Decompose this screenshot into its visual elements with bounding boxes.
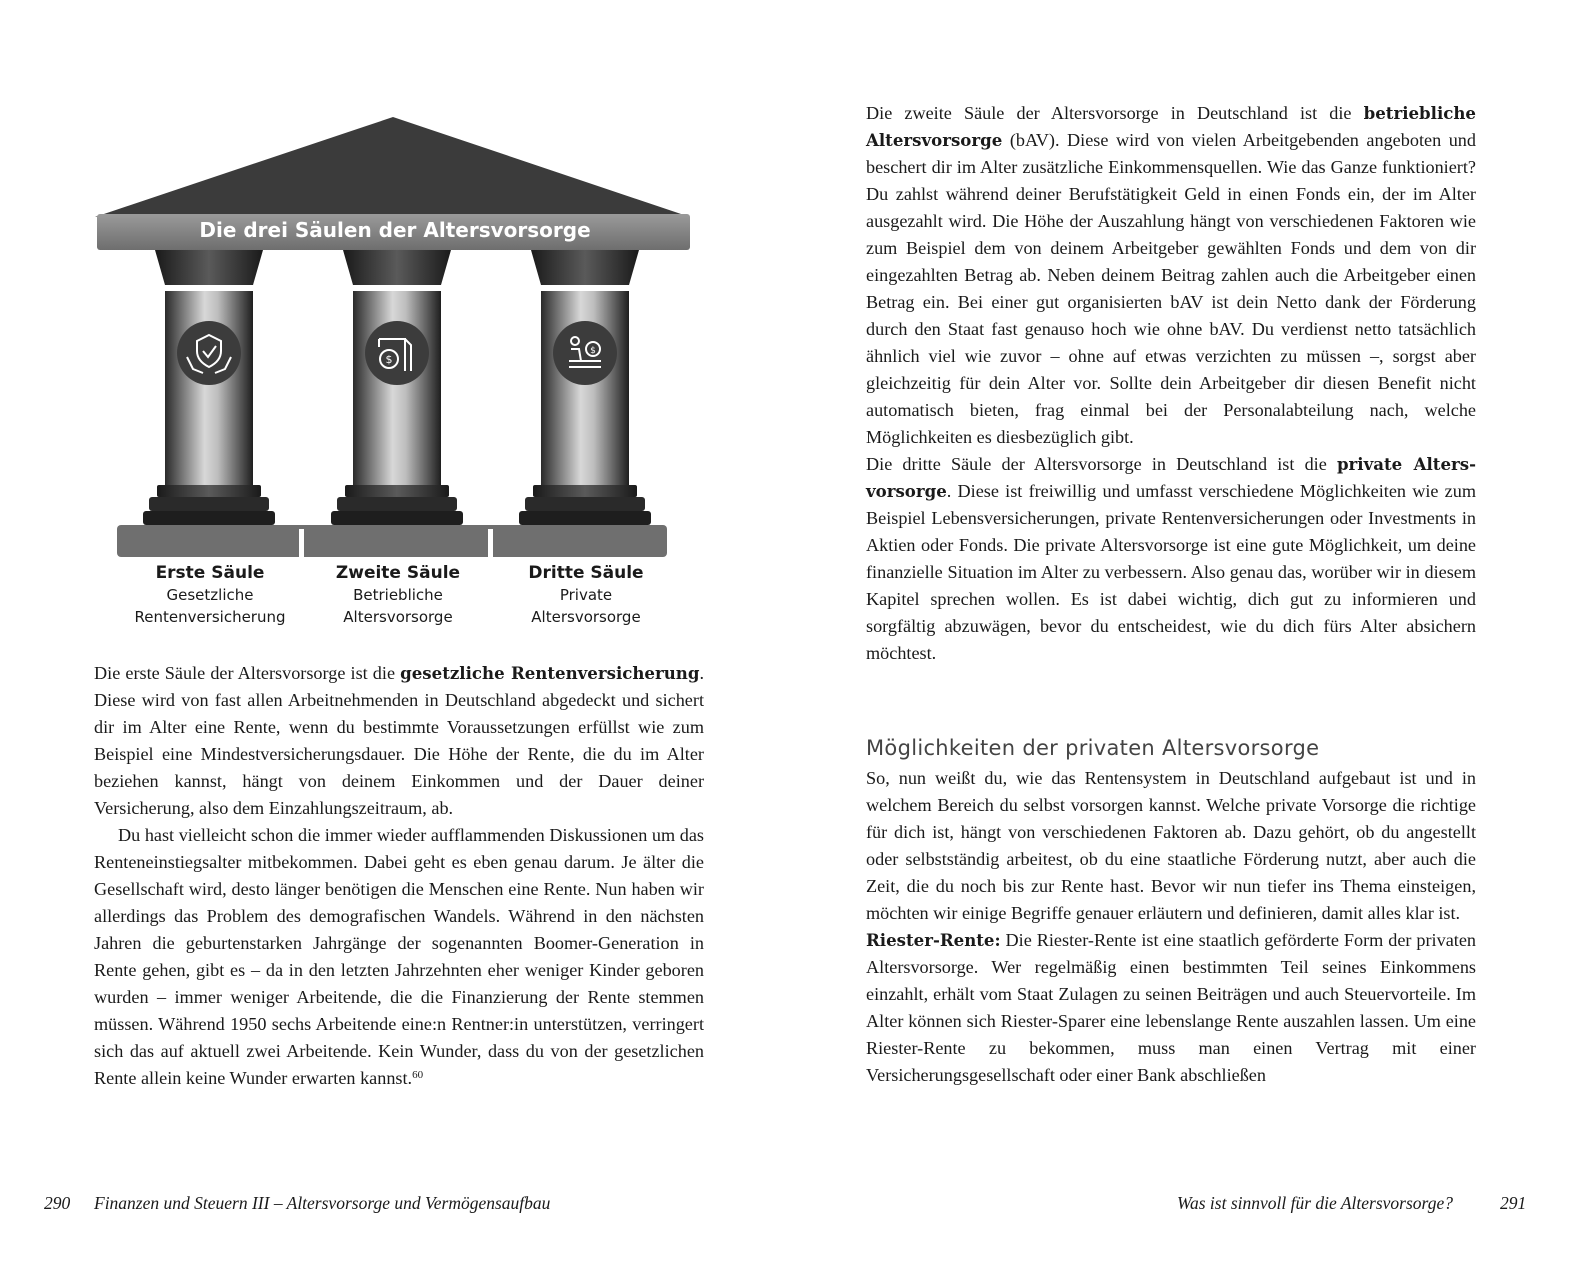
term-betriebliche-altersvorsorge: betriebliche Altersvorsorge	[866, 103, 1476, 150]
pillar-2-line2: Altersvorsorge	[343, 608, 453, 626]
right-paragraph-4: Riester-Rente: Die Riester-Rente ist eine staatlich geförderte Form der privaten Altersvorsorge. Wer regelmäßig einen bestimmten Teil seines Einkommens einzahlt, erhält vom Staat Zulagen zu seinen Beiträgen und auch Steuervorteile. Im Alter können sich Riester-Sparer eine lebenslange Rente auszahlen lassen. Um eine Riester-Rente zu bekommen, muss man einen Vertrag mit einer Versicherungsgesellschaft oder einer Bank abschließen	[866, 930, 1476, 1085]
shield-hands-icon	[177, 321, 241, 385]
pillar-3	[519, 250, 651, 525]
money-crane-icon	[365, 321, 429, 385]
pillar-2-line1: Betriebliche	[353, 586, 443, 604]
left-paragraph-1: Die erste Säule der Altersvorsorge ist die gesetzliche Rentenversicherung. Diese wird von fast allen Arbeitnehmenden in Deutschland abgedeckt und sichert dir im Alter eine Rente, wenn du bestimmte Voraussetzungen erfüllst wie zum Beispiel eine Mindestversicherungsdauer. Die Höhe der Rente, die du im Alter beziehen kannst, hängt von deinem Einkommen und der Dauer deiner Versicherung, also dem Einzahlungszeitraum, ab.	[94, 663, 704, 818]
left-page-number: 290	[44, 1193, 71, 1213]
right-paragraph-2: Die dritte Säule der Altersvorsorge in Deutschland ist die private Altersvorsorge. Diese ist freiwillig und umfasst verschiedene Möglichkeiten wie zum Beispiel Lebensversicherungen, private Rentenversicherungen oder Investments in Aktien oder Fonds. Die private Altersvorsorge ist eine gute Möglichkeit, um deine finanzielle Situation im Alter zu verbessern. Also genau das, worüber wir in diesem Kapitel sprechen wollen. Es ist dabei wichtig, dich gut zu informieren und sorgfältig abzuwägen, bevor du entscheidest, wie du dich fürs Alter absichern möchtest.	[866, 454, 1476, 663]
section-heading: Möglichkeiten der privaten Altersvorsorge	[866, 736, 1320, 760]
pillar-3-caption	[476, 562, 696, 628]
right-page-number: 291	[1500, 1193, 1527, 1213]
svg-text:$: $	[385, 353, 393, 366]
right-running-title: Was ist sinnvoll für die Altersvorsorge?	[1177, 1193, 1453, 1213]
pillar-3-line1: Private	[559, 586, 613, 604]
pillar-1-caption	[100, 562, 320, 628]
term-riester-rente: Riester-Rente:	[866, 930, 1001, 950]
pillar-3-line2: Altersvorsorge	[531, 608, 641, 626]
pillar-1-title: Erste Säule	[155, 563, 265, 583]
pillar-3-title: Dritte Säule	[528, 563, 644, 583]
three-pillars-figure	[95, 117, 735, 647]
temple-diagram	[95, 117, 735, 567]
term-gesetzliche-rentenversicherung: gesetzliche Rentenversicherung	[400, 663, 700, 683]
right-body-text-bottom	[866, 765, 1476, 1089]
term-private-altersvorsorge: private Altersvorsorge	[866, 454, 1476, 501]
pillar-1-line2: Rentenversicherung	[134, 608, 286, 626]
pillar-1	[143, 250, 275, 525]
right-paragraph-3: So, nun weißt du, wie das Rentensystem in Deutschland aufgebaut ist und in welchem Bereich du selbst vorsorgen kannst. Welche private Vorsorge die richtige für dich ist, hängt von verschiedenen Faktoren ab. Dazu gehört, ob du angestellt oder selbstständig arbeitest, ob du eine staatliche Förderung nutzt, aber auch die Zeit, die du noch bis zur Rente hast. Bevor wir nun tiefer ins Thema einsteigen, möchten wir einige Begriffe genauer erläutern und definieren, damit alles klar ist.	[866, 768, 1476, 923]
left-running-title: Finanzen und Steuern III – Altersvorsorge und Vermögensaufbau	[94, 1193, 551, 1213]
roof-shape	[95, 117, 690, 217]
temple-base	[117, 525, 667, 557]
left-body-text	[94, 660, 704, 1092]
right-paragraph-1: Die zweite Säule der Altersvorsorge in Deutschland ist die betriebliche Altersvorsorge (bAV). Diese wird von vielen Arbeitgebenden angeboten und beschert dir im Alter zusätzliche Einkommensquellen. Wie das Ganze funktioniert? Du zahlst während deiner Berufstätigkeit Geld in einen Fonds ein, der im Alter ausgezahlt wird. Die Höhe der Auszahlung hängt von verschiedenen Faktoren wie zum Beispiel dem von deinem Arbeitgeber gewählten Fonds und dem von dir eingezahlten Betrag ab. Neben deinem Beitrag zahlen auch die Arbeitgeber einen Betrag ein. Bei einer gut organisierten bAV ist dein Netto dank der Förderung durch den Staat fast genauso hoch wie ohne bAV. Du verdienst netto tatsächlich ähnlich viel wie zuvor – ohne auf etwas verzichten zu müssen –, sorgst aber gleichzeitig für dein Alter vor. Sollte dein Arbeitgeber dir diesen Benefit nicht automatisch bieten, frag einmal bei der Personalabteilung nach, welche Möglichkeiten es diesbezüglich gibt.	[866, 103, 1476, 447]
pillar-2-caption	[288, 562, 508, 628]
pillar-1-line1: Gesetzliche	[166, 586, 254, 604]
left-paragraph-2: Du hast vielleicht schon die immer wieder aufflammenden Diskussionen um das Renteneinstiegsalter mitbekommen. Dabei geht es eben genau darum. Je älter die Gesellschaft wird, desto länger benötigen die Menschen eine Rente. Nun haben wir allerdings das Problem des demografischen Wandels. Während in den nächsten Jahren die geburtenstarken Jahrgänge der sogenannten Boomer-Generation in Rente gehen, gibt es – da in den letzten Jahrzehnten eher weniger Kinder geboren wurden – immer weniger Arbeitende, die die Finanzierung der Rente stemmen müssen. Während 1950 sechs Arbeitende eine:n Rentner:in unterstützen, verringert sich das auf aktuell zwei Arbeitende. Kein Wunder, dass du von der gesetzlichen Rente allein keine Wunder erwarten kannst.$^{60}$	[94, 825, 704, 1088]
right-body-text-top	[866, 100, 1476, 667]
figure-title: Die drei Säulen der Altersvorsorge	[199, 218, 591, 242]
svg-text:$: $	[590, 346, 596, 356]
person-money-icon	[553, 321, 617, 385]
pillar-2	[331, 250, 463, 525]
footnote-marker: 60	[412, 1069, 424, 1081]
pillar-2-title: Zweite Säule	[335, 563, 461, 583]
